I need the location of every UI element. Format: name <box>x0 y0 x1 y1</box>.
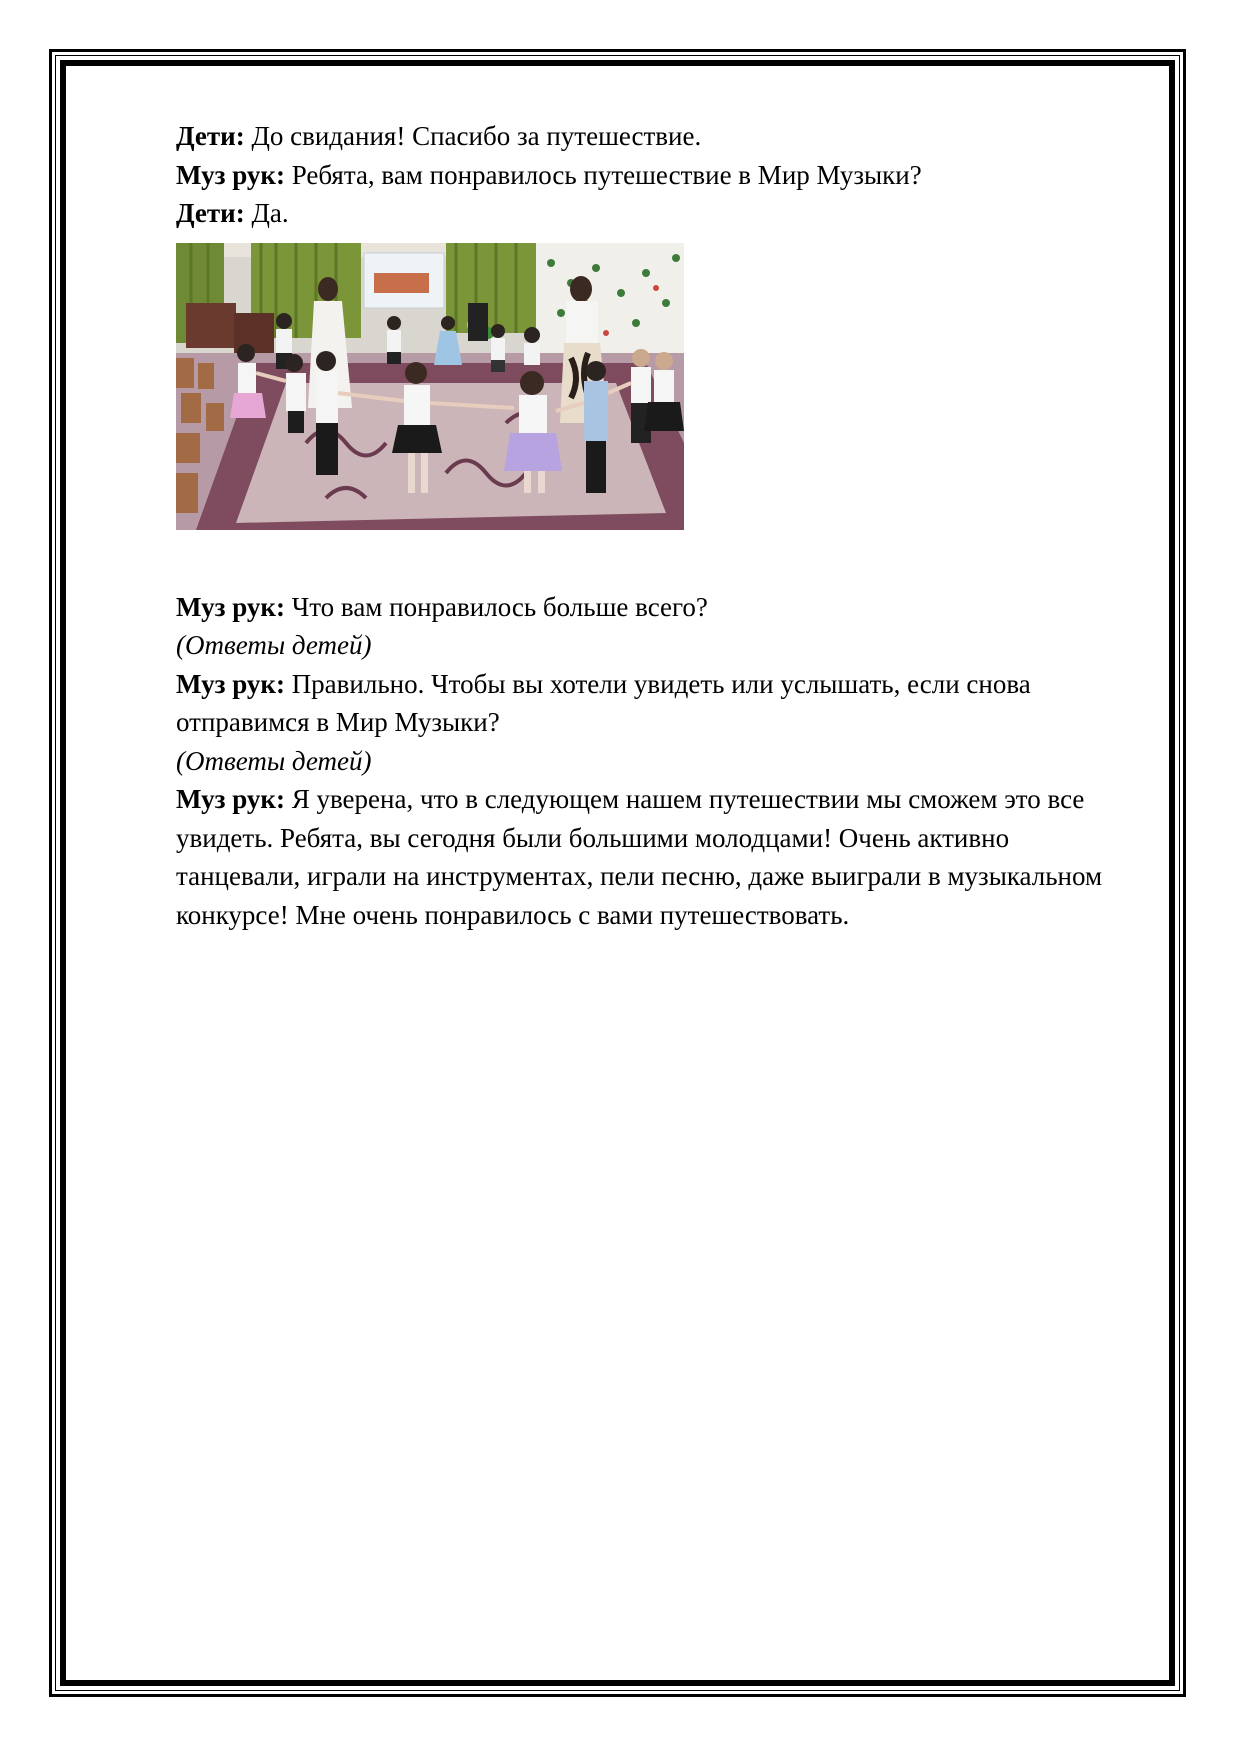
children-answers-note: (Ответы детей) <box>176 745 372 776</box>
speaker-label: Муз рук: <box>176 784 285 814</box>
line-text: Правильно. Чтобы вы хотели увидеть или услышать, если снова отправимся в Мир Музыки? <box>176 668 1031 737</box>
photo-children-dancing <box>176 243 684 530</box>
dialogue-line <box>176 780 1136 934</box>
speaker-label: Дети: <box>176 121 245 151</box>
speaker-label: Муз рук: <box>176 591 285 622</box>
dialogue-line <box>176 665 1136 742</box>
line-text: Что вам понравилось больше всего? <box>284 591 708 622</box>
line-text: Да. <box>244 198 289 228</box>
dialogue-line <box>176 194 1136 233</box>
document-body <box>176 117 1136 934</box>
line-text: Я уверена, что в следующем нашем путешествии мы сможем это все увидеть. Ребята, вы сегодня были большими молодцами! Очень активно танцевали, играли на инструментах, пели песню, даже выиграли в музыкальном конкурсе! Мне очень понравилось с вами путешествовать. <box>176 784 1103 930</box>
line-text: До свидания! Спасибо за путешествие. <box>244 121 702 151</box>
speaker-label: Дети: <box>176 198 245 228</box>
children-answers-note: (Ответы детей) <box>176 630 372 660</box>
dialogue-line <box>176 156 1136 195</box>
speaker-label: Муз рук: <box>176 668 285 699</box>
dialogue-line <box>176 588 1136 627</box>
speaker-label: Муз рук: <box>176 159 285 190</box>
dialogue-line <box>176 117 1136 156</box>
line-text: Ребята, вам понравилось путешествие в Мир Музыки? <box>284 159 922 190</box>
